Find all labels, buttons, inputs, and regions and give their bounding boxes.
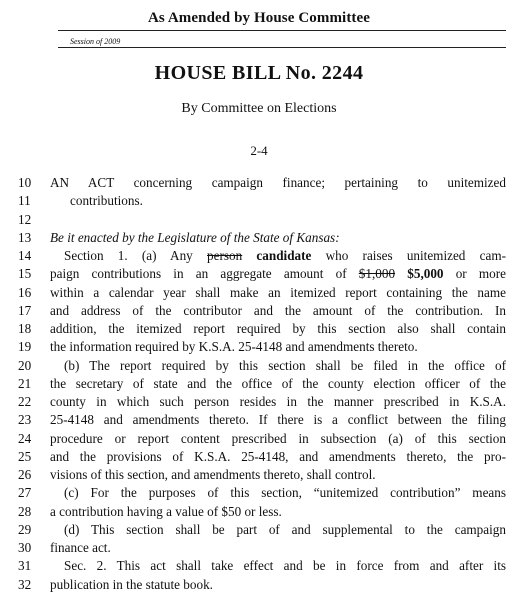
line-number: 30	[18, 540, 32, 555]
inserted-text: $5,000	[407, 266, 444, 282]
line-text	[50, 503, 506, 521]
line-number: 26	[18, 467, 32, 482]
text-run: visions of this section, and amendments thereto, shall control.	[50, 467, 376, 482]
text-run: and the provisions of K.S.A. 25-4148, and amendments thereto, the pro-	[50, 448, 506, 464]
bill-line	[0, 338, 518, 356]
inserted-text: candidate	[256, 248, 312, 263]
line-text	[50, 430, 506, 448]
line-number: 32	[18, 576, 32, 592]
line-number: 17	[18, 302, 32, 318]
line-text	[50, 576, 506, 594]
line-text	[70, 192, 506, 210]
bill-line	[0, 448, 518, 466]
line-number: 22	[18, 394, 32, 409]
top-rule	[58, 30, 506, 31]
amended-heading: As Amended by House Committee	[147, 10, 371, 26]
line-text	[50, 411, 506, 429]
line-number: 19	[18, 339, 32, 355]
line-number: 25	[18, 448, 32, 464]
line-number: 18	[18, 321, 32, 336]
bill-line	[0, 320, 518, 338]
bill-line	[0, 229, 518, 247]
line-number: 13	[18, 229, 32, 245]
text-run: Section 1. (a) Any	[64, 248, 208, 263]
text-run: finance act.	[50, 540, 111, 555]
bill-line	[0, 211, 518, 229]
text-run: county in which such person resides in the manner prescribed in K.S.A.	[50, 394, 506, 409]
bill-line	[0, 466, 518, 484]
line-text	[50, 284, 506, 302]
text-run	[395, 266, 407, 281]
text-run: (b) The report required by this section shall be filed in the office of	[64, 357, 506, 373]
line-number: 14	[18, 248, 32, 263]
bill-line	[0, 265, 518, 283]
line-number: 28	[18, 503, 32, 519]
page-range: 2-4	[250, 143, 268, 158]
session-label: Session of 2009	[70, 37, 121, 46]
text-run: publication in the statute book.	[50, 576, 213, 592]
line-number: 10	[18, 175, 32, 190]
bill-line	[0, 539, 518, 557]
line-text	[50, 247, 506, 265]
line-text	[50, 484, 506, 502]
text-run: (c) For the purposes of this section, “unitemized contribution” means	[64, 485, 506, 501]
line-text	[50, 265, 506, 283]
bill-line	[0, 503, 518, 521]
enacting-clause: Be it enacted by the Legislature of the State of Kansas:	[50, 229, 340, 245]
bill-line	[0, 411, 518, 429]
line-text	[50, 375, 506, 393]
line-number: 16	[18, 284, 32, 300]
text-run: 25-4148 and amendments thereto. If there is a conflict between the filing	[50, 412, 506, 428]
line-text	[50, 448, 506, 466]
line-text	[50, 539, 506, 557]
text-run: the information required by K.S.A. 25-4148 and amendments thereto.	[50, 339, 418, 355]
text-run: paign contributions in an aggregate amount of	[50, 266, 359, 282]
bill-line	[0, 521, 518, 539]
bill-line	[0, 302, 518, 320]
bill-line	[0, 484, 518, 502]
bill-line	[0, 357, 518, 375]
text-run	[242, 248, 256, 263]
line-number: 27	[18, 485, 32, 501]
text-run: the secretary of state and the office of the county election officer of the	[50, 375, 506, 391]
bill-line	[0, 557, 518, 575]
text-run: contributions.	[70, 193, 143, 209]
struck-text: $1,000	[358, 266, 396, 282]
line-text	[50, 357, 506, 375]
line-number: 31	[18, 558, 32, 574]
line-text	[50, 338, 506, 356]
text-run: Sec. 2. This act shall take effect and be in force from and after its	[64, 558, 506, 574]
line-text	[50, 320, 506, 338]
bill-line	[0, 576, 518, 594]
line-number: 20	[18, 357, 32, 373]
line-text	[50, 393, 506, 411]
line-text	[50, 557, 506, 575]
bill-line	[0, 192, 518, 210]
line-number: 23	[18, 412, 32, 428]
bill-title: HOUSE BILL No. 2244	[154, 62, 364, 84]
struck-text: person	[207, 248, 243, 263]
text-run: and address of the contributor and the amount of the contribution. In	[50, 302, 506, 318]
line-number: 24	[18, 430, 32, 446]
text-run: (d) This section shall be part of and supplemental to the campaign	[64, 521, 506, 537]
text-run: AN ACT concerning campaign finance; pertaining to unitemized	[50, 175, 506, 190]
text-run: procedure or report content prescribed in subsection (a) of this section	[50, 430, 506, 446]
text-run: addition, the itemized report required by this section also shall contain	[50, 321, 506, 336]
line-number: 12	[18, 211, 32, 227]
text-run: who raises unitemized cam-	[311, 248, 506, 263]
bill-line	[0, 247, 518, 265]
line-number: 11	[18, 193, 31, 209]
line-number: 15	[18, 266, 32, 282]
line-text	[50, 302, 506, 320]
bill-line	[0, 375, 518, 393]
bill-line	[0, 174, 518, 192]
bill-line	[0, 393, 518, 411]
bill-line	[0, 284, 518, 302]
line-text	[50, 229, 506, 247]
committee-line: By Committee on Elections	[181, 101, 337, 116]
session-rule	[58, 47, 506, 48]
text-run: a contribution having a value of $50 or less.	[50, 503, 282, 519]
line-text	[50, 466, 506, 484]
line-text	[50, 521, 506, 539]
line-text	[50, 174, 506, 192]
bill-line	[0, 430, 518, 448]
line-number: 29	[18, 521, 32, 537]
line-number: 21	[18, 375, 32, 391]
text-run: within a calendar year shall make an itemized report containing the name	[50, 284, 506, 300]
text-run: or more	[443, 266, 506, 282]
